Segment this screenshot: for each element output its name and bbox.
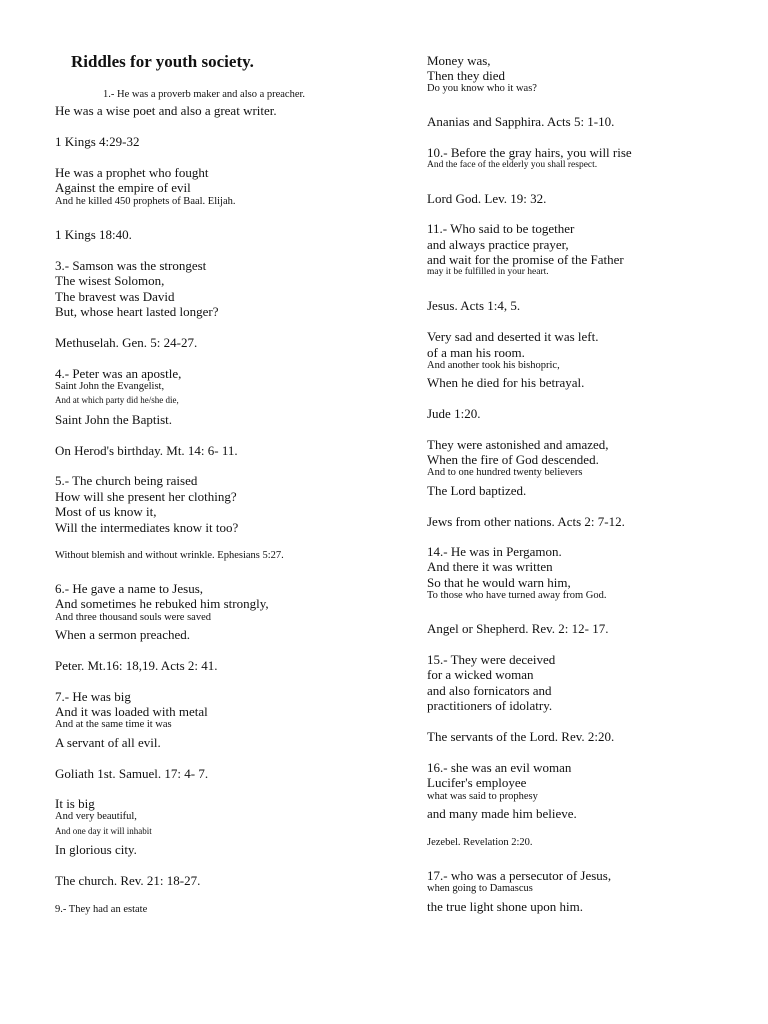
text-line: 15.- They were deceived <box>427 652 556 667</box>
text-line: A servant of all evil. <box>55 735 161 750</box>
text-line: Jude 1:20. <box>427 406 481 421</box>
text-line: Without blemish and without wrinkle. Ephesians 5:27. <box>55 550 284 561</box>
document-title: Riddles for youth society. <box>71 52 254 71</box>
text-line: 6.- He gave a name to Jesus, <box>55 581 204 596</box>
text-line: And at the same time it was <box>55 719 172 730</box>
text-line: Most of us know it, <box>55 504 157 519</box>
text-line: And it was loaded with metal <box>55 704 208 719</box>
text-line: And to one hundred twenty believers <box>427 467 583 478</box>
text-line: 1 Kings 4:29-32 <box>55 134 140 149</box>
text-line: They were astonished and amazed, <box>427 437 609 452</box>
text-line: Do you know who it was? <box>427 83 537 94</box>
text-line: Against the empire of evil <box>55 180 191 195</box>
text-line: 14.- He was in Pergamon. <box>427 544 562 559</box>
text-line: So that he would warn him, <box>427 575 571 590</box>
text-line: what was said to prophesy <box>427 791 538 802</box>
text-line: and also fornicators and <box>427 683 552 698</box>
text-line: the true light shone upon him. <box>427 899 583 914</box>
text-line: Then they died <box>427 68 505 83</box>
text-line: 3.- Samson was the strongest <box>55 258 207 273</box>
text-line: may it be fulfilled in your heart. <box>427 267 549 277</box>
text-line: 10.- Before the gray hairs, you will rise <box>427 145 632 160</box>
text-line: And the face of the elderly you shall respect. <box>427 160 598 170</box>
text-line: And sometimes he rebuked him strongly, <box>55 596 269 611</box>
text-line: Very sad and deserted it was left. <box>427 329 599 344</box>
text-line: 4.- Peter was an apostle, <box>55 366 182 381</box>
text-line: 9.- They had an estate <box>55 904 148 915</box>
text-line: when going to Damascus <box>427 883 533 894</box>
text-line: He was a prophet who fought <box>55 165 209 180</box>
text-line: Lucifer's employee <box>427 775 527 790</box>
text-line: Goliath 1st. Samuel. 17: 4- 7. <box>55 766 209 781</box>
text-line: 1.- He was a proverb maker and also a preacher. <box>103 89 306 100</box>
text-line: But, whose heart lasted longer? <box>55 304 219 319</box>
text-line: Lord God. Lev. 19: 32. <box>427 191 547 206</box>
text-line: Saint John the Baptist. <box>55 412 172 427</box>
text-line: When the fire of God descended. <box>427 452 599 467</box>
text-line: The church. Rev. 21: 18-27. <box>55 873 201 888</box>
text-line: Ananias and Sapphira. Acts 5: 1-10. <box>427 114 615 129</box>
text-line: 1 Kings 18:40. <box>55 227 132 242</box>
text-line: for a wicked woman <box>427 667 534 682</box>
text-line: Methuselah. Gen. 5: 24-27. <box>55 335 198 350</box>
text-line: And he killed 450 prophets of Baal. Elijah. <box>55 196 236 207</box>
text-line: And another took his bishopric, <box>427 360 560 371</box>
text-line: He was a wise poet and also a great writer. <box>55 103 277 118</box>
text-line: The servants of the Lord. Rev. 2:20. <box>427 729 615 744</box>
text-line: 17.- who was a persecutor of Jesus, <box>427 868 612 883</box>
text-line: Angel or Shepherd. Rev. 2: 12- 17. <box>427 621 609 636</box>
text-line: 16.- she was an evil woman <box>427 760 572 775</box>
text-line: 11.- Who said to be together <box>427 221 575 236</box>
text-line: And three thousand souls were saved <box>55 612 212 623</box>
text-line: and always practice prayer, <box>427 237 569 252</box>
text-line: And one day it will inhabit <box>55 826 152 836</box>
text-line: and many made him believe. <box>427 806 577 821</box>
text-line: Saint John the Evangelist, <box>55 381 165 392</box>
text-line: When he died for his betrayal. <box>427 375 585 390</box>
text-line: Will the intermediates know it too? <box>55 520 239 535</box>
text-line: and wait for the promise of the Father <box>427 252 624 267</box>
text-line: It is big <box>55 796 95 811</box>
text-line: 7.- He was big <box>55 689 131 704</box>
text-line: practitioners of idolatry. <box>427 698 553 713</box>
text-line: 5.- The church being raised <box>55 473 198 488</box>
text-line: And at which party did he/she die, <box>55 395 179 405</box>
text-line: When a sermon preached. <box>55 627 190 642</box>
text-line: And there it was written <box>427 559 553 574</box>
text-line: of a man his room. <box>427 345 525 360</box>
text-line: Jezebel. Revelation 2:20. <box>427 837 533 848</box>
text-line: In glorious city. <box>55 842 137 857</box>
text-line: The bravest was David <box>55 289 175 304</box>
text-line: The Lord baptized. <box>427 483 527 498</box>
text-line: The wisest Solomon, <box>55 273 165 288</box>
text-line: And very beautiful, <box>55 811 137 822</box>
text-line: Peter. Mt.16: 18,19. Acts 2: 41. <box>55 658 218 673</box>
text-line: To those who have turned away from God. <box>427 590 607 601</box>
text-line: On Herod's birthday. Mt. 14: 6- 11. <box>55 443 238 458</box>
text-line: Money was, <box>427 53 491 68</box>
text-line: How will she present her clothing? <box>55 489 237 504</box>
text-line: Jews from other nations. Acts 2: 7-12. <box>427 514 625 529</box>
text-line: Jesus. Acts 1:4, 5. <box>427 298 521 313</box>
